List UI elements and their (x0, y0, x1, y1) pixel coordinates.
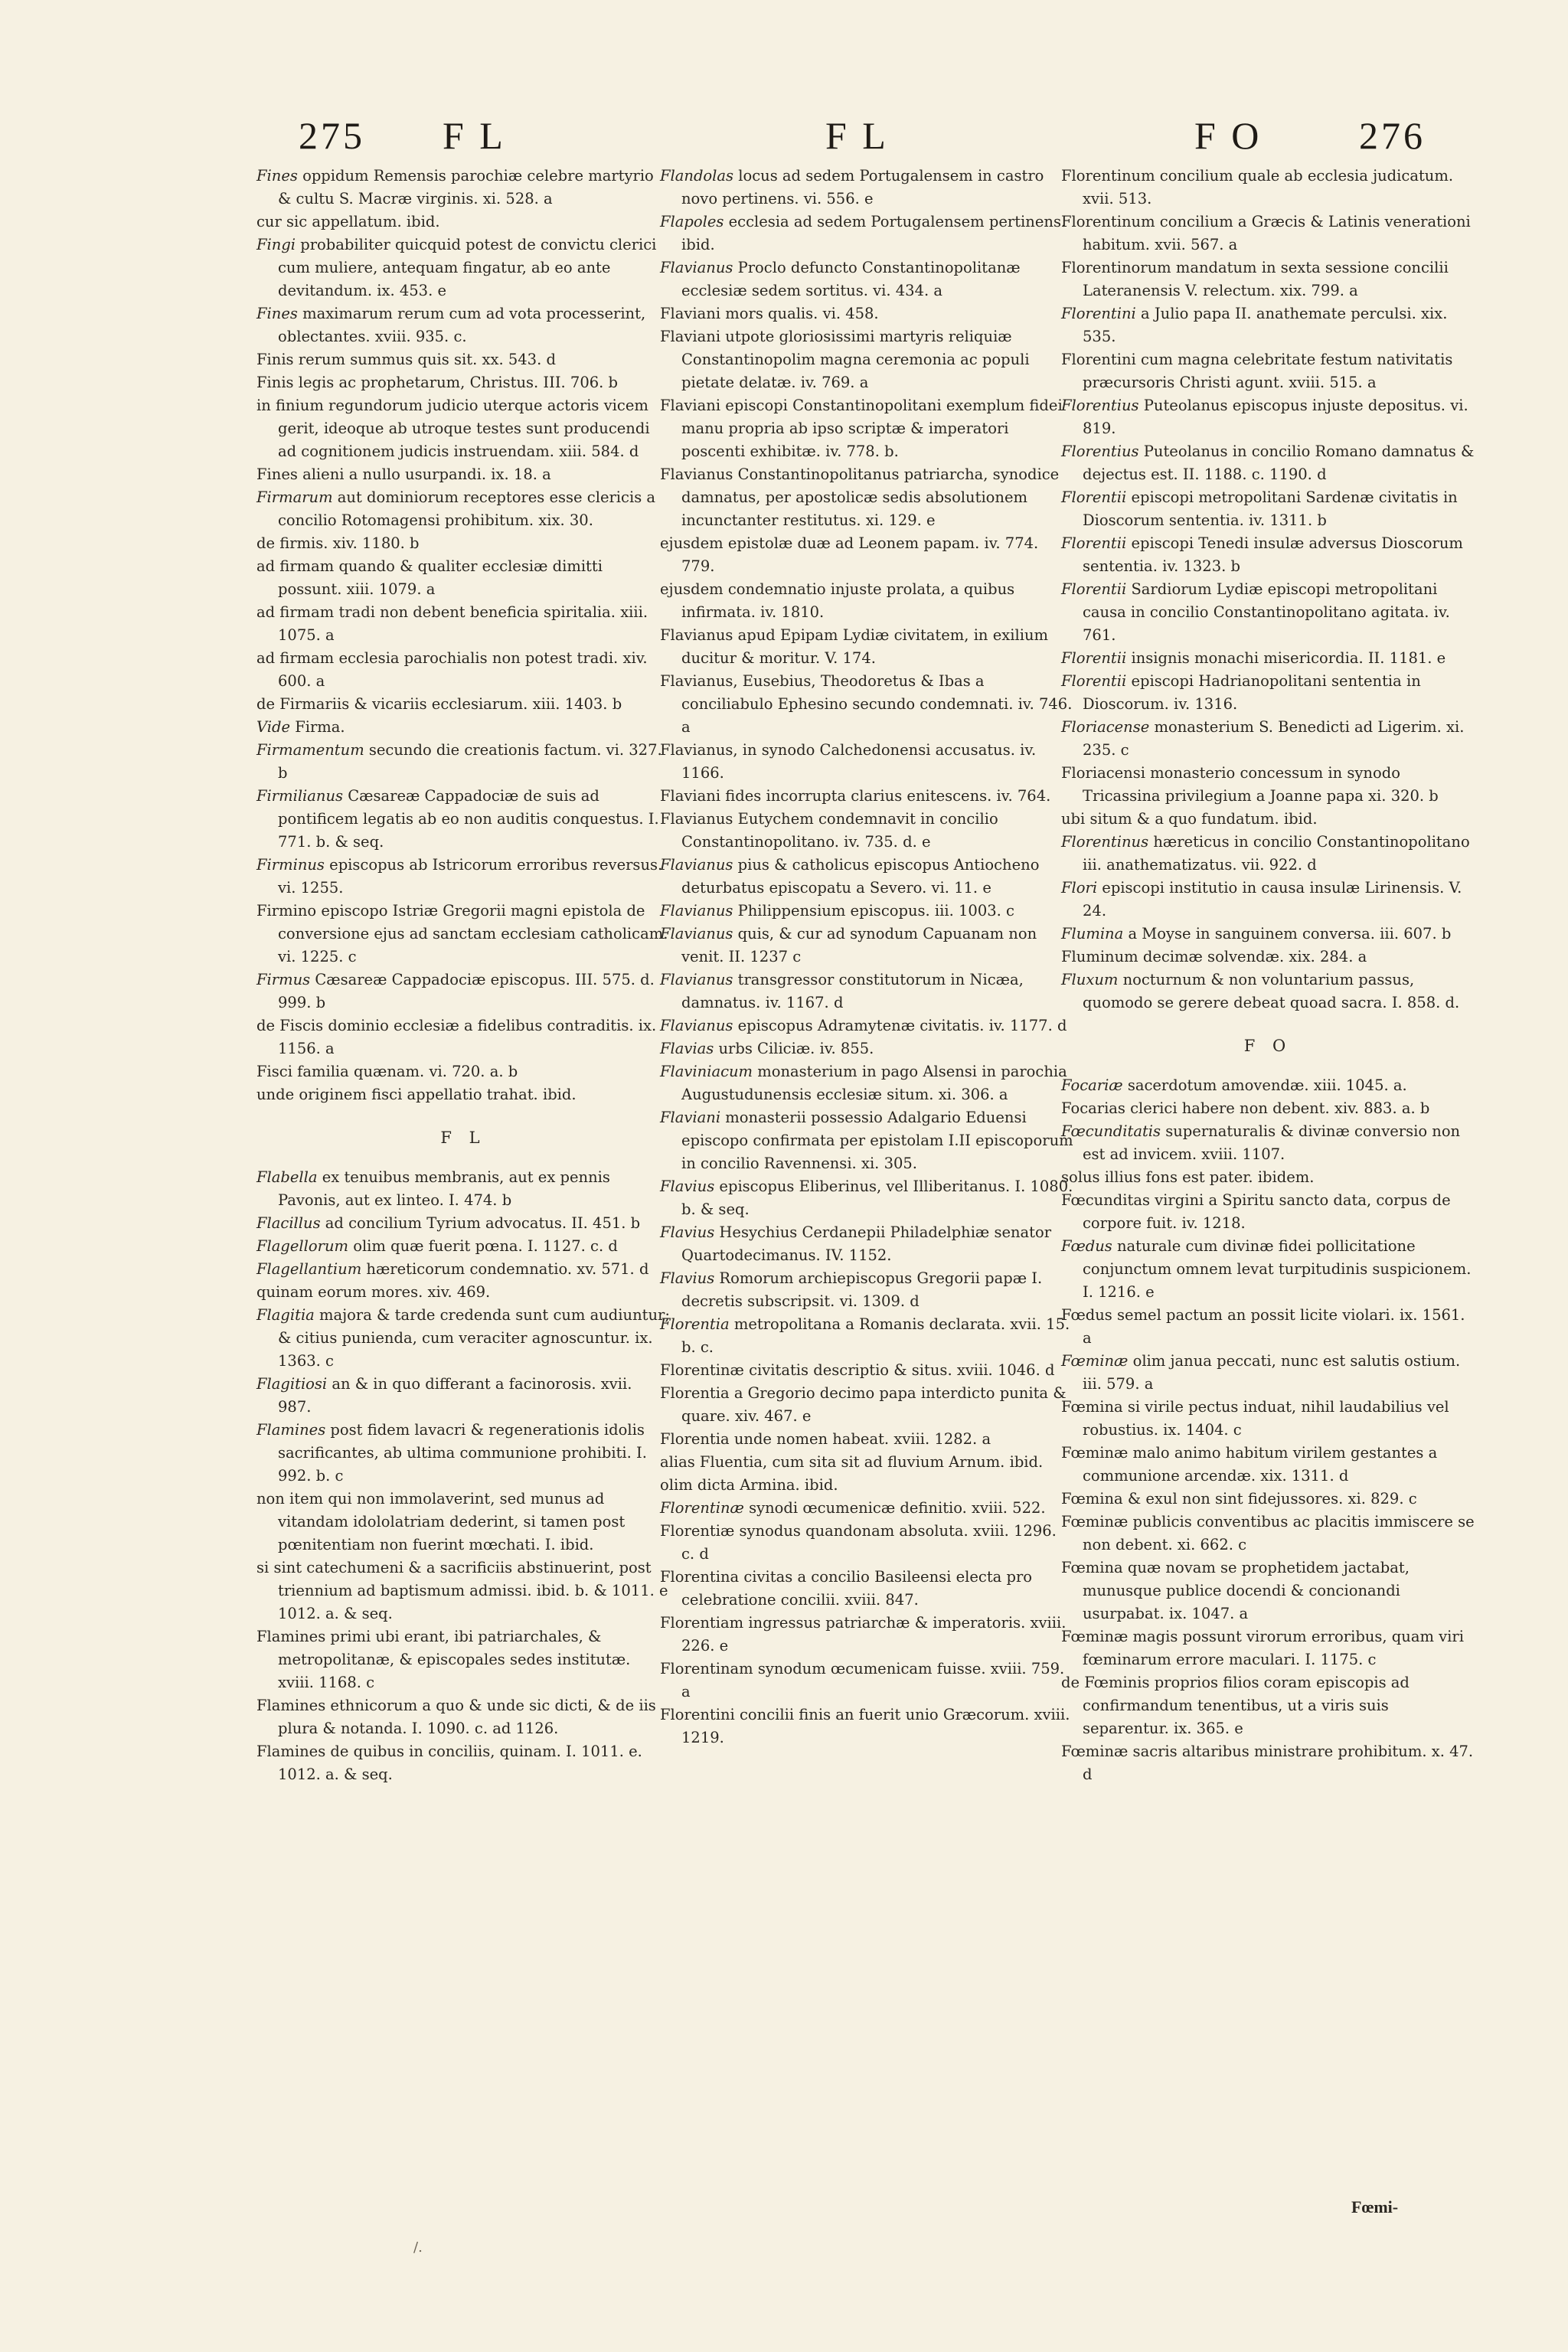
entry-headword: Firmilianus (256, 787, 344, 805)
entry-headword: Floriacense (1061, 718, 1150, 736)
entry-headword: Flavius (660, 1178, 715, 1195)
entry-text: Finis rerum summus quis sit. xx. 543. d (256, 351, 556, 368)
entry-text: Firma. (290, 718, 345, 736)
entry-text: Florentinæ civitatis descriptio & situs. xviii. 1046. d (660, 1361, 1055, 1379)
guide-letters-left: F L (443, 114, 506, 157)
index-entry (660, 256, 1073, 302)
entry-text: an & in quo differant a facinorosis. xvii. 987. (278, 1375, 632, 1416)
entry-text: Flavianus apud Epipam Lydiæ civitatem, in exilium ducitur & moritur. V. 174. (660, 626, 1048, 667)
index-entry (1061, 1671, 1475, 1740)
entry-headword: Fœdus (1061, 1237, 1112, 1255)
entry-headword: Florentinus (1061, 833, 1149, 851)
entry-headword: Fluxum (1061, 971, 1119, 988)
entry-text: Fœminæ magis possunt virorum erroribus, quam viri fœminarum errore maculari. I. 1175. c (1061, 1628, 1464, 1668)
entry-headword: Fines (256, 167, 298, 185)
index-entry (1061, 716, 1475, 762)
entry-text: Flaviani mors qualis. vi. 458. (660, 305, 879, 322)
index-entry (1061, 165, 1475, 211)
index-entry (1061, 1189, 1475, 1235)
entry-text: ex tenuibus membranis, aut ex pennis Pavonis, aut ex linteo. I. 474. b (278, 1168, 610, 1209)
entry-text: Florentiæ synodus quandonam absoluta. xviii. 1296. c. d (660, 1522, 1057, 1563)
index-entry (660, 1221, 1073, 1267)
entry-text: Fœmina & exul non sint fidejussores. xi. 829. c (1061, 1490, 1417, 1508)
entry-text: Fœcunditas virgini a Spiritu sancto data, corpus de corpore fuit. iv. 1218. (1061, 1191, 1451, 1232)
index-entry (660, 1520, 1073, 1566)
entry-headword: Flavius (660, 1223, 715, 1241)
index-entry (660, 1175, 1073, 1221)
guide-letters-center: F L (825, 114, 889, 157)
entry-headword: Flacillus (256, 1214, 321, 1232)
entry-text: episcopi Tenedi insulæ adversus Dioscorum sententia. iv. 1323. b (1083, 534, 1463, 575)
section-heading: F L (440, 1129, 486, 1147)
index-column-1 (256, 165, 670, 1786)
index-entry (1061, 1350, 1475, 1396)
index-entry (256, 693, 670, 716)
index-entry (256, 969, 670, 1014)
entry-text: Cæsareæ Cappadociæ de suis ad pontificem legatis ab eo non auditis conquestus. I. 771. b. & seq. (278, 787, 659, 851)
entry-headword: Flavianus (660, 971, 733, 988)
entry-headword: Flavias (660, 1040, 714, 1057)
entry-text: ejusdem condemnatio injuste prolata, a quibus infirmata. iv. 1810. (660, 580, 1015, 621)
entry-text: Florentinum concilium quale ab ecclesia judicatum. xvii. 513. (1061, 167, 1454, 207)
entry-text: Flavianus, Eusebius, Theodoretus & Ibas a conciliabulo Ephesino secundo condemnati. iv. 746. a (660, 672, 1073, 736)
entry-text: Flavianus Constantinopolitanus patriarcha, synodice damnatus, per apostolicæ sedis absolutionem incunctanter restitutus. xi. 129. e (660, 466, 1060, 529)
entry-text: unde originem fisci appellatio trahat. ibid. (256, 1086, 577, 1103)
entry-headword: Focariæ (1061, 1076, 1123, 1094)
entry-headword: Flabella (256, 1168, 318, 1186)
entry-text: episcopi Hadrianopolitani sententia in Dioscorum. iv. 1316. (1083, 672, 1421, 713)
entry-text: de Fœminis proprios filios coram episcopis ad confirmandum tenentibus, ut a viris suis separentur. ix. 365. e (1061, 1674, 1410, 1737)
guide-letters-right: F O (1194, 114, 1263, 157)
entry-text: Flamines de quibus in conciliis, quinam. I. 1011. e. 1012. a. & seq. (256, 1743, 642, 1783)
index-entry (256, 555, 670, 601)
index-entry (256, 486, 670, 532)
index-entry (1061, 532, 1475, 578)
index-entry (1061, 762, 1475, 808)
entry-text: Florentina civitas a concilio Basileensi electa pro celebratione concilii. xviii. 847. (660, 1568, 1033, 1609)
entry-headword: Fingi (256, 236, 296, 253)
entry-headword: Flamines (256, 1421, 326, 1439)
entry-text: Florentinum concilium a Græcis & Latinis venerationi habitum. xvii. 567. a (1061, 213, 1471, 253)
entry-headword: Fœminæ (1061, 1352, 1129, 1370)
entry-text: Fisci familia quænam. vi. 720. a. b (256, 1063, 518, 1080)
index-entry (256, 1060, 670, 1083)
index-entry (660, 923, 1073, 969)
index-entry (256, 1212, 670, 1235)
entry-headword: Florentia (660, 1315, 730, 1333)
entry-text: Hesychius Cerdanepii Philadelphiæ senator Quartodecimanus. IV. 1152. (681, 1223, 1052, 1264)
entry-text: Fœmina quæ novam se prophetidem jactabat, munusque publice docendi & concionandi usurpabat. ix. 1047. a (1061, 1559, 1410, 1622)
entry-headword: Florentii (1061, 488, 1127, 506)
index-entry (256, 302, 670, 348)
index-entry (660, 1014, 1073, 1037)
index-entry (660, 1428, 1073, 1451)
entry-text: de Fiscis dominio ecclesiæ a fidelibus contraditis. ix. 1156. a (256, 1017, 657, 1057)
index-entry (660, 1704, 1073, 1749)
index-entry (1061, 256, 1475, 302)
index-entry (660, 785, 1073, 808)
entry-text: Florentinorum mandatum in sexta sessione concilii Lateranensis V. relectum. xix. 799. a (1061, 259, 1449, 299)
entry-text: a Julio papa II. anathemate perculsi. xix. 535. (1083, 305, 1448, 345)
entry-text: solus illius fons est pater. ibidem. (1061, 1168, 1315, 1186)
index-entry (1061, 1511, 1475, 1557)
entry-headword: Flagellorum (256, 1237, 348, 1255)
entry-headword: Flaviani (660, 1109, 721, 1126)
footer-mark: /. (413, 2239, 423, 2256)
entry-text: olim quæ fuerit pœna. I. 1127. c. d (348, 1237, 618, 1255)
entry-text: Fluminum decimæ solvendæ. xix. 284. a (1061, 948, 1367, 965)
index-entry (256, 1373, 670, 1419)
entry-text: hæreticus in concilio Constantinopolitano iii. anathematizatus. vii. 922. d (1083, 833, 1470, 874)
index-entry (660, 1267, 1073, 1313)
entry-text: oppidum Remensis parochiæ celebre martyrio & cultu S. Macræ virginis. xi. 528. a (278, 167, 654, 207)
index-entry (1061, 1120, 1475, 1166)
entry-text: Flavianus, in synodo Calchedonensi accusatus. iv. 1166. (660, 741, 1037, 782)
index-entry (1061, 578, 1475, 647)
index-entry (256, 348, 670, 371)
entry-text: monasterium S. Benedicti ad Ligerim. xi. 235. c (1083, 718, 1465, 759)
index-entry (256, 1083, 670, 1106)
index-entry (256, 900, 670, 969)
index-entry (256, 601, 670, 647)
entry-text: Romorum archiepiscopus Gregorii papæ I. decretis subscripsit. vi. 1309. d (681, 1269, 1043, 1310)
entry-text: Fœminæ sacris altaribus ministrare prohibitum. x. 47. d (1061, 1743, 1474, 1783)
index-entry (256, 234, 670, 302)
index-entry (660, 1612, 1073, 1658)
index-entry (1061, 877, 1475, 923)
entry-text: post fidem lavacri & regenerationis idolis sacrificantes, ab ultima communione prohibiti. I. 992. b. c (278, 1421, 647, 1485)
index-entry (256, 739, 670, 785)
index-entry (660, 739, 1073, 785)
entry-text: supernaturalis & divinæ conversio non est ad invicem. xviii. 1107. (1083, 1122, 1461, 1163)
index-entry (660, 1566, 1073, 1612)
index-entry (1061, 1396, 1475, 1442)
entry-text: sacerdotum amovendæ. xiii. 1045. a. (1122, 1076, 1407, 1094)
entry-text: nocturnum & non voluntarium passus, quomodo se gerere debeat quoad sacra. I. 858. d. (1083, 971, 1460, 1011)
index-entry (256, 1488, 670, 1557)
index-entry (660, 211, 1073, 256)
entry-text: Philippensium episcopus. iii. 1003. c (733, 902, 1014, 920)
entry-headword: Flori (1061, 879, 1098, 897)
index-entry (1061, 946, 1475, 969)
entry-text: naturale cum divinæ fidei pollicitatione conjunctum omnem levat turpitudinis suspicionem. I. 1216. e (1083, 1237, 1472, 1301)
index-entry (1061, 647, 1475, 670)
index-entry (256, 1625, 670, 1694)
entry-text: Fœdus semel pactum an possit licite violari. ix. 1561. a (1061, 1306, 1465, 1347)
entry-headword: Flavianus (660, 856, 733, 874)
index-entry (1061, 1557, 1475, 1625)
index-entry (1061, 1442, 1475, 1488)
entry-headword: Flavianus (660, 1017, 733, 1034)
index-entry (1061, 1740, 1475, 1786)
index-entry (256, 371, 670, 394)
entry-text: transgressor constitutorum in Nicæa, damnatus. iv. 1167. d (681, 971, 1024, 1011)
index-entry (1061, 1097, 1475, 1120)
index-entry (256, 785, 670, 854)
index-entry (660, 1382, 1073, 1428)
index-entry (256, 1235, 670, 1258)
entry-text: ad concilium Tyrium advocatus. II. 451. b (320, 1214, 641, 1232)
entry-headword: Firmarum (256, 488, 333, 506)
index-entry (660, 1474, 1073, 1497)
index-entry (1061, 1625, 1475, 1671)
entry-text: secundo die creationis factum. vi. 327. b (278, 741, 662, 782)
index-entry (660, 578, 1073, 624)
entry-headword: Florentius (1061, 443, 1139, 460)
entry-text: Flamines primi ubi erant, ibi patriarchales, & metropolitanæ, & episcopales sedes institutæ. xviii. 1168. c (256, 1628, 631, 1691)
entry-headword: Florentini (1061, 305, 1136, 322)
index-entry (256, 1419, 670, 1488)
entry-headword: Florentinæ (660, 1499, 744, 1517)
entry-text: Flaviani fides incorrupta clarius enitescens. iv. 764. (660, 787, 1051, 805)
entry-text: ad firmam tradi non debent beneficia spiritalia. xiii. 1075. a (256, 603, 648, 644)
entry-headword: Flagellantium (256, 1260, 362, 1278)
entry-text: ad firmam ecclesia parochialis non potest tradi. xiv. 600. a (256, 649, 648, 690)
entry-text: non item qui non immolaverint, sed munus ad vitandam idololatriam dederint, si tamen post pœnitentiam non fuerint mœchati. I. ibid. (256, 1490, 626, 1553)
entry-text: majora & tarde credenda sunt cum audiuntur; & citius punienda, cum veraciter agnoscuntur. ix. 1363. c (278, 1306, 670, 1370)
entry-headword: Flagitia (256, 1306, 315, 1324)
index-entry (660, 394, 1073, 463)
index-entry (1061, 302, 1475, 348)
entry-text: Sardiorum Lydiæ episcopi metropolitani causa in concilio Constantinopolitano agitata. iv. 761. (1083, 580, 1450, 644)
entry-text: ejusdem epistolæ duæ ad Leonem papam. iv. 774. 779. (660, 534, 1039, 575)
entry-text: aut dominiorum receptores esse clericis a concilio Rotomagensi prohibitum. xix. 30. (278, 488, 656, 529)
entry-headword: Flavius (660, 1269, 715, 1287)
page-number-right: 276 (1359, 114, 1426, 157)
entry-text: Fœminæ publicis conventibus ac placitis immiscere se non debent. xi. 662. c (1061, 1513, 1475, 1553)
index-column-3 (1061, 165, 1475, 1786)
index-entry (1061, 831, 1475, 877)
index-entry (256, 394, 670, 463)
entry-text: Fines alieni a nullo usurpandi. ix. 18. a (256, 466, 551, 483)
entry-text: Cæsareæ Cappadociæ episcopus. III. 575. d. 999. b (278, 971, 655, 1011)
index-entry (256, 1258, 670, 1281)
index-entry (256, 532, 670, 555)
entry-headword: Flaviniacum (660, 1063, 753, 1080)
entry-text: Focarias clerici habere non debent. xiv. 883. a. b (1061, 1099, 1430, 1117)
entry-text: Flaviani utpote gloriosissimi martyris reliquiæ Constantinopolim magna ceremonia ac populi pietate delatæ. iv. 769. a (660, 328, 1030, 391)
index-entry (256, 1304, 670, 1373)
index-entry (660, 1451, 1073, 1474)
entry-text: maximarum rerum cum ad vota processerint, oblectantes. xviii. 935. c. (278, 305, 646, 345)
entry-text: Flavianus Eutychem condemnavit in concilio Constantinopolitano. iv. 735. d. e (660, 810, 998, 851)
index-entry (660, 900, 1073, 923)
index-entry (1061, 1235, 1475, 1304)
entry-headword: Florentii (1061, 534, 1127, 552)
index-entry (1061, 394, 1475, 440)
entry-text: quis, & cur ad synodum Capuanam non venit. II. 1237 c (681, 925, 1037, 965)
entry-text: cur sic appellatum. ibid. (256, 213, 440, 230)
entry-text: episcopus Eliberinus, vel Illiberitanus. I. 1080. b. & seq. (681, 1178, 1073, 1218)
entry-headword: Firmus (256, 971, 311, 988)
index-entry (1061, 211, 1475, 256)
index-entry (660, 1106, 1073, 1175)
entry-text: alias Fluentia, cum sita sit ad fluvium Arnum. ibid. (660, 1453, 1044, 1471)
index-entry (1061, 808, 1475, 831)
index-entry (1061, 670, 1475, 716)
entry-headword: Flavianus (660, 902, 733, 920)
entry-text: in finium regundorum judicio uterque actoris vicem gerit, ideoque ab utroque testes sunt producendi ad cognitionem judicis instruendam. xiii. 584. d (256, 397, 650, 460)
index-entry (256, 463, 670, 486)
index-entry (256, 1557, 670, 1625)
entry-text: de firmis. xiv. 1180. b (256, 534, 420, 552)
index-entry (660, 969, 1073, 1014)
entry-text: locus ad sedem Portugalensem in castro novo pertinens. vi. 556. e (681, 167, 1044, 207)
index-entry (256, 1014, 670, 1060)
entry-text: pius & catholicus episcopus Antiocheno deturbatus episcopatu a Severo. vi. 11. e (681, 856, 1040, 897)
index-entry (660, 1037, 1073, 1060)
entry-text: episcopus ab Istricorum erroribus reversus. vi. 1255. (278, 856, 663, 897)
entry-text: quinam eorum mores. xiv. 469. (256, 1283, 491, 1301)
index-entry (660, 808, 1073, 854)
entry-headword: Flandolas (660, 167, 734, 185)
index-entry (660, 670, 1073, 739)
index-entry (256, 211, 670, 234)
entry-text: Florentini cum magna celebritate festum nativitatis præcursoris Christi agunt. xviii. 515. a (1061, 351, 1453, 391)
entry-text: episcopi metropolitani Sardenæ civitatis in Dioscorum sententia. iv. 1311. b (1083, 488, 1458, 529)
entry-text: olim janua peccati, nunc est salutis ostium. iii. 579. a (1083, 1352, 1461, 1393)
index-entry (1061, 969, 1475, 1014)
entry-text: Finis legis ac prophetarum, Christus. III. 706. b (256, 374, 619, 391)
index-entry (660, 1497, 1073, 1520)
index-entry (1061, 1166, 1475, 1189)
index-entry (256, 647, 670, 693)
entry-text: monasterium in pago Alsensi in parochia Augustudunensis ecclesiæ situm. xi. 306. a (681, 1063, 1067, 1103)
index-entry (256, 165, 670, 211)
entry-headword: Fines (256, 305, 298, 322)
entry-text: ubi situm & a quo fundatum. ibid. (1061, 810, 1318, 828)
index-entry (660, 624, 1073, 670)
entry-text: Fœminæ malo animo habitum virilem gestantes a communione arcendæ. xix. 1311. d (1061, 1444, 1438, 1485)
index-entry (1061, 486, 1475, 532)
entry-text: si sint catechumeni & a sacrificiis abstinuerint, post triennium ad baptismum admissi. ibid. b. & 1011. e 1012. a. & seq. (256, 1559, 668, 1622)
entry-text: olim dicta Armina. ibid. (660, 1476, 838, 1494)
index-entry (256, 1281, 670, 1304)
entry-text: Florentinam synodum œcumenicam fuisse. xviii. 759. a (660, 1660, 1065, 1700)
entry-text: metropolitana a Romanis declarata. xvii. 15. b. c. (681, 1315, 1070, 1356)
entry-text: Floriacensi monasterio concessum in synodo Tricassina privilegium a Joanne papa xi. 320. b (1061, 764, 1439, 805)
entry-text: episcopi institutio in causa insulæ Lirinensis. V. 24. (1083, 879, 1462, 920)
entry-text: Firmino episcopo Istriæ Gregorii magni epistola de conversione ejus ad sanctam ecclesiam catholicam. vi. 1225. c (256, 902, 668, 965)
index-entry (660, 1359, 1073, 1382)
entry-text: de Firmariis & vicariis ecclesiarum. xiii. 1403. b (256, 695, 622, 713)
section-heading: F O (1243, 1037, 1292, 1055)
entry-headword: Florentii (1061, 580, 1127, 598)
entry-text: Proclo defuncto Constantinopolitanæ ecclesiæ sedem sortitus. vi. 434. a (681, 259, 1021, 299)
entry-text: Flamines ethnicorum a quo & unde sic dicti, & de iis plura & notanda. I. 1090. c. ad 1126. (256, 1697, 656, 1737)
entry-text: synodi œcumenicæ definitio. xviii. 522. (743, 1499, 1046, 1517)
entry-text: insignis monachi misericordia. II. 1181. e (1126, 649, 1446, 667)
entry-headword: Flavianus (660, 259, 733, 276)
catchword: Fœmi- (1351, 2197, 1399, 2216)
index-entry (660, 463, 1073, 532)
entry-text: probabiliter quicquid potest de convictu clerici cum muliere, antequam fingatur, ab eo ante devitandum. ix. 453. e (278, 236, 657, 299)
entry-headword: Florentii (1061, 672, 1127, 690)
index-entry (256, 854, 670, 900)
index-entry (1061, 1304, 1475, 1350)
entry-headword: Fœcunditatis (1061, 1122, 1161, 1140)
entry-headword: Firmamentum (256, 741, 364, 759)
entry-text: ecclesia ad sedem Portugalensem pertinens. ibid. (681, 213, 1067, 253)
page-number-left: 275 (299, 114, 365, 157)
index-entry (660, 325, 1073, 394)
entry-text: episcopus Adramytenæ civitatis. iv. 1177. d (733, 1017, 1067, 1034)
index-entry (1061, 923, 1475, 946)
entry-text: monasterii possessio Adalgario Eduensi episcopo confirmata per epistolam I.II episcoporum in concilio Ravennensi. xi. 305. (681, 1109, 1073, 1172)
entry-text: Fœmina si virile pectus induat, nihil laudabilius vel robustius. ix. 1404. c (1061, 1398, 1449, 1439)
index-entry (1061, 348, 1475, 394)
entry-text: ad firmam quando & qualiter ecclesiæ dimitti possunt. xiii. 1079. a (256, 557, 603, 598)
entry-text: Florentiam ingressus patriarchæ & imperatoris. xviii. 226. e (660, 1614, 1067, 1655)
entry-text: Florentia a Gregorio decimo papa interdicto punita & quare. xiv. 467. e (660, 1384, 1067, 1425)
index-entry (1061, 440, 1475, 486)
entry-headword: Vide (256, 718, 290, 736)
index-entry (256, 1740, 670, 1786)
entry-headword: Flapoles (660, 213, 724, 230)
index-entry (256, 716, 670, 739)
entry-text: Flaviani episcopi Constantinopolitani exemplum fidei manu propria ab ipso scriptæ & imperatori poscenti exhibitæ. iv. 778. b. (660, 397, 1063, 460)
index-entry (660, 1658, 1073, 1704)
index-entry (1061, 1074, 1475, 1097)
index-entry (660, 165, 1073, 211)
index-entry (660, 1060, 1073, 1106)
entry-text: urbs Ciliciæ. iv. 855. (714, 1040, 874, 1057)
entry-text: Florentia unde nomen habeat. xviii. 1282. a (660, 1430, 991, 1448)
index-entry (660, 302, 1073, 325)
entry-text: a Moyse in sanguinem conversa. iii. 607. b (1123, 925, 1452, 942)
entry-headword: Flumina (1061, 925, 1124, 942)
entry-text: Puteolanus episcopus injuste depositus. vi. 819. (1083, 397, 1468, 437)
entry-text: Florentini concilii finis an fuerit unio Græcorum. xviii. 1219. (660, 1706, 1070, 1746)
entry-headword: Flagitiosi (256, 1375, 328, 1393)
index-entry (660, 854, 1073, 900)
entry-headword: Flavianus (660, 925, 733, 942)
index-entry (1061, 1488, 1475, 1511)
entry-text: Puteolanus in concilio Romano damnatus & dejectus est. II. 1188. c. 1190. d (1083, 443, 1475, 483)
index-entry (256, 1694, 670, 1740)
entry-headword: Florentii (1061, 649, 1127, 667)
entry-text: hæreticorum condemnatio. xv. 571. d (361, 1260, 649, 1278)
index-entry (256, 1166, 670, 1212)
entry-headword: Firminus (256, 856, 325, 874)
index-column-2 (660, 165, 1073, 1749)
index-entry (660, 532, 1073, 578)
entry-headword: Florentius (1061, 397, 1139, 414)
index-entry (660, 1313, 1073, 1359)
